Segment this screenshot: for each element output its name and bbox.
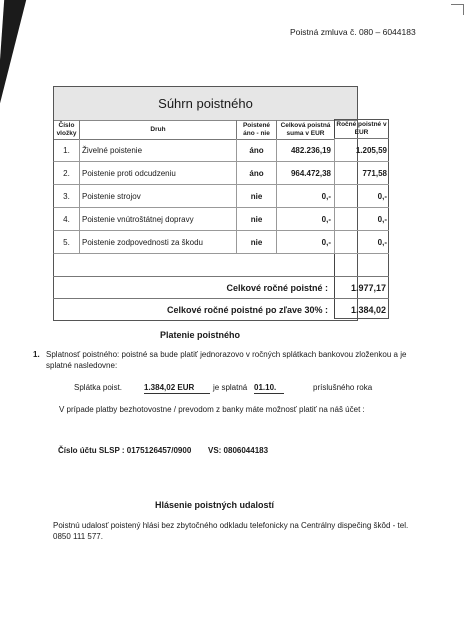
variable-symbol: VS: 0806044183 [208, 446, 269, 455]
table-row [53, 231, 389, 254]
payment-item-text: Splatnosť poistného: poistné sa bude platiť jednorazovo v ročných splátkach bankovou zloženkou a je splatné nasledovne: [46, 350, 407, 370]
row-annual-premium: 0,- [377, 237, 387, 247]
row-number: 4. [54, 208, 80, 230]
total-premium-value: 1.977,17 [350, 283, 386, 293]
table-row [53, 185, 389, 208]
due-suffix: príslušného roka [313, 383, 373, 392]
row-annual-premium: 771,58 [362, 168, 387, 178]
row-sum-insured: 0,- [277, 208, 335, 230]
row-number: 3. [54, 185, 80, 207]
table-row [53, 162, 389, 185]
row-type: Živelné poistenie [80, 139, 237, 161]
total-premium-label: Celkové ročné poistné : [226, 283, 328, 293]
header-insured: Poistené áno - nie [237, 120, 277, 140]
discount-premium-label: Celkové ročné poistné po zľave 30% : [166, 305, 328, 315]
payment-item-number: 1. [33, 350, 40, 359]
row-number: 2. [54, 162, 80, 184]
row-insured: nie [237, 208, 277, 230]
due-date: 01.10. [254, 382, 284, 394]
claims-heading: Hlásenie poistných udalostí [155, 500, 275, 510]
table-row [53, 139, 389, 162]
header-type: Druh [80, 120, 237, 140]
row-number: 1. [54, 139, 80, 161]
installment-amount: 1.384,02 EUR [144, 382, 210, 394]
row-type: Poistenie proti odcudzeniu [80, 162, 237, 184]
row-sum-insured: 482.236,19 [277, 139, 335, 161]
due-label: je splatná [213, 383, 248, 392]
row-insured: áno [237, 162, 277, 184]
blank-row [53, 254, 389, 276]
account-number: Číslo účtu SLSP : 0175126457/0900 [58, 446, 192, 455]
claims-text: Poistnú udalosť poistený hlási bez zbytočného odkladu telefonicky na Centrálny dispečing škôd - tel. 0850 111 577. [53, 521, 409, 541]
transfer-text: V prípade platby bezhotovostne / prevodom z banky máte možnosť platiť na náš účet : [59, 405, 365, 414]
row-insured: nie [237, 185, 277, 207]
table-row [53, 208, 389, 231]
summary-title: Súhrn poistného [158, 96, 253, 111]
payment-heading: Platenie poistného [160, 330, 241, 340]
row-insured: áno [237, 139, 277, 161]
row-type: Poistenie strojov [80, 185, 237, 207]
header-number: Číslo vložky [54, 120, 80, 140]
row-sum-insured: 0,- [277, 185, 335, 207]
row-sum-insured: 964.472,38 [277, 162, 335, 184]
summary-title-band [54, 87, 357, 121]
row-sum-insured: 0,- [277, 231, 335, 253]
scan-corner-mark [451, 4, 464, 15]
row-annual-premium: 0,- [377, 191, 387, 201]
row-insured: nie [237, 231, 277, 253]
row-annual-premium: 1.205,59 [355, 145, 387, 155]
discount-premium-value: 1.384,02 [350, 305, 386, 315]
scan-shadow-mark [0, 0, 26, 120]
row-type: Poistenie vnútroštátnej dopravy [80, 208, 237, 230]
contract-number: Poistná zmluva č. 080 – 6044183 [290, 27, 416, 37]
row-number: 5. [54, 231, 80, 253]
row-annual-premium: 0,- [377, 214, 387, 224]
header-sum-insured: Celková poistná suma v EUR [277, 120, 335, 140]
row-type: Poistenie zodpovednosti za škodu [80, 231, 237, 253]
header-annual-premium: Ročné poistné v EUR [334, 119, 389, 139]
installment-label: Splátka poist. [74, 383, 123, 392]
